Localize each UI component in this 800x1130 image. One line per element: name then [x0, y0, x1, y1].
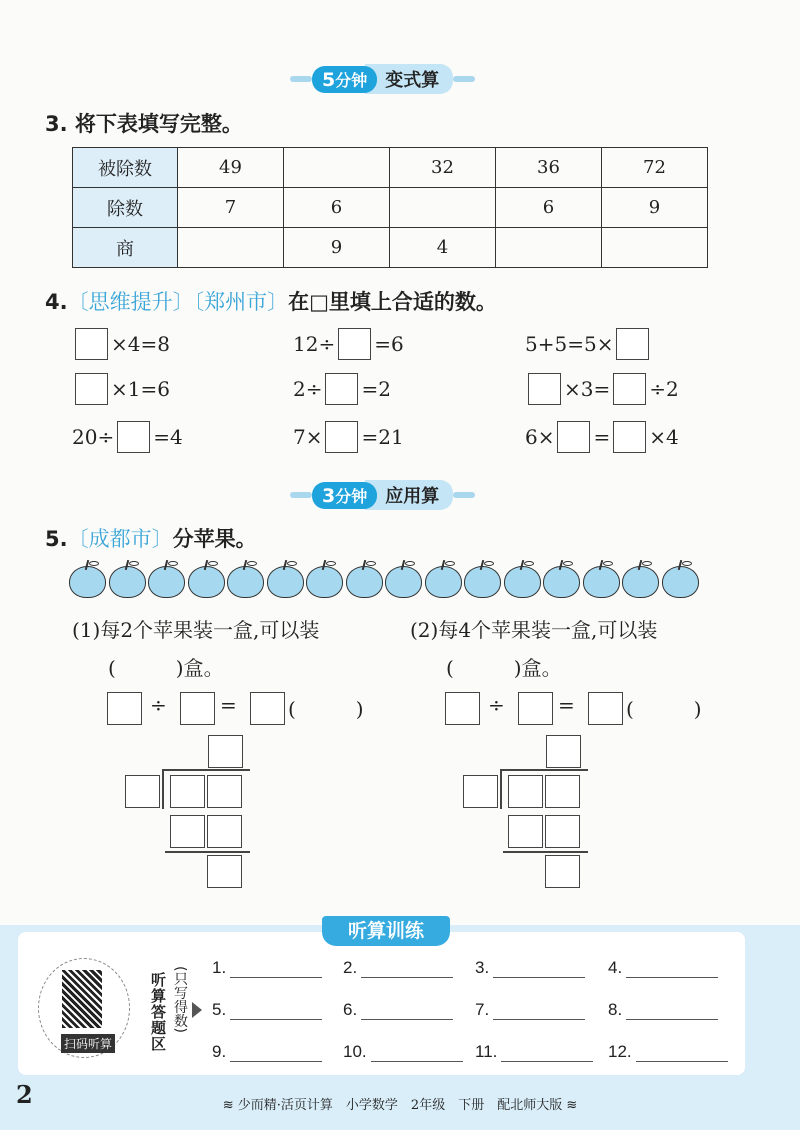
table-cell: 6: [496, 188, 602, 228]
product-box[interactable]: [170, 815, 205, 848]
remainder-box[interactable]: [207, 855, 242, 888]
apple-icon: [542, 560, 582, 600]
q3-title: 3. 将下表填写完整。: [45, 112, 243, 136]
apple-icon: [582, 560, 622, 600]
apple-icon: [503, 560, 543, 600]
apple-icon: [108, 560, 148, 600]
answer-number: 10.: [343, 1042, 367, 1061]
divisor-box[interactable]: [463, 775, 498, 808]
division-bracket: [500, 769, 502, 809]
answer-blank[interactable]: [230, 1002, 322, 1020]
answer-slot: [212, 1042, 322, 1062]
division-bracket: [162, 769, 164, 809]
table-cell: 7: [178, 188, 284, 228]
blank-cell[interactable]: [390, 188, 496, 228]
table-cell: 6: [284, 188, 390, 228]
answer-slot: [608, 958, 718, 978]
division-bar: [162, 769, 250, 771]
answer-slot: [475, 1042, 593, 1062]
product-box[interactable]: [207, 815, 242, 848]
answer-number: 2.: [343, 958, 358, 977]
answer-blank[interactable]: [493, 1002, 585, 1020]
blank-cell[interactable]: [284, 148, 390, 188]
answer-slot: [475, 958, 585, 978]
dividend-box[interactable]: [545, 775, 580, 808]
blank-cell[interactable]: [496, 228, 602, 268]
table-cell: 36: [496, 148, 602, 188]
section-badge-3min: 3分钟 应用算: [290, 482, 475, 508]
answer-number: 9.: [212, 1042, 227, 1061]
dividend-box[interactable]: [207, 775, 242, 808]
apple-icon: [661, 560, 701, 600]
table-cell: 72: [602, 148, 708, 188]
equation-text: 2÷: [293, 377, 323, 401]
apple-icon: [424, 560, 464, 600]
subtraction-line: [503, 851, 588, 853]
table-cell: 9: [284, 228, 390, 268]
answer-blank[interactable]: [501, 1044, 593, 1062]
equation-text: =2: [361, 377, 391, 401]
answer-number: 1.: [212, 958, 227, 977]
answer-box[interactable]: [117, 421, 150, 453]
answer-blank[interactable]: [493, 960, 585, 978]
answer-slot: [343, 1042, 463, 1062]
quotient-box[interactable]: [546, 735, 581, 768]
qr-code-icon[interactable]: [62, 970, 102, 1028]
product-box[interactable]: [508, 815, 543, 848]
answer-slot: [608, 1000, 718, 1020]
part-answer-line: ( )盒。: [446, 656, 562, 680]
apple-icon: [147, 560, 187, 600]
equation-text: ×3=: [564, 377, 611, 401]
answer-number: 6.: [343, 1000, 358, 1019]
answer-box[interactable]: [518, 692, 553, 725]
equation-text: ×1=6: [111, 377, 170, 401]
answer-number: 7.: [475, 1000, 490, 1019]
blank-cell[interactable]: [602, 228, 708, 268]
equation: [293, 421, 404, 453]
answer-blank[interactable]: [361, 1002, 453, 1020]
table-cell: 9: [602, 188, 708, 228]
table-row: [73, 188, 708, 228]
answer-blank[interactable]: [626, 1002, 718, 1020]
equation: [525, 421, 679, 453]
answer-box[interactable]: [325, 373, 358, 405]
listening-title: 听算训练: [322, 916, 450, 946]
apple-icon: [463, 560, 503, 600]
apple-icon: [226, 560, 266, 600]
equation-text: =: [593, 425, 611, 449]
equation: [525, 328, 652, 360]
answer-number: 8.: [608, 1000, 623, 1019]
answer-box[interactable]: [557, 421, 590, 453]
answer-box[interactable]: [180, 692, 215, 725]
table-cell: 4: [390, 228, 496, 268]
answer-number: 3.: [475, 958, 490, 977]
dividend-box[interactable]: [170, 775, 205, 808]
apple-icon: [266, 560, 306, 600]
answer-slot: [212, 958, 322, 978]
dividend-box[interactable]: [508, 775, 543, 808]
apple-icon: [621, 560, 661, 600]
answer-number: 11.: [475, 1042, 498, 1061]
answer-blank[interactable]: [636, 1044, 728, 1062]
answer-slot: [608, 1042, 728, 1062]
apple-icon: [68, 560, 108, 600]
apple-icon: [384, 560, 424, 600]
divide-sign: ÷: [150, 693, 167, 717]
unit-paren: ( ): [626, 697, 702, 721]
apple-icon: [345, 560, 385, 600]
apple-icon: [187, 560, 227, 600]
remainder-box[interactable]: [545, 855, 580, 888]
answer-box[interactable]: [445, 692, 480, 725]
answer-slot: [343, 958, 453, 978]
answer-box[interactable]: [528, 373, 561, 405]
scan-label: 扫码听算: [61, 1034, 115, 1053]
equation-text: 6×: [525, 425, 555, 449]
division-table: [72, 147, 708, 268]
subtraction-line: [165, 851, 250, 853]
answer-slot: [343, 1000, 453, 1020]
equation-text: ×4: [649, 425, 679, 449]
answer-box[interactable]: [75, 373, 108, 405]
equation-text: 12÷: [293, 332, 336, 356]
answer-slot: [212, 1000, 322, 1020]
equation-text: 7×: [293, 425, 323, 449]
equation-text: =6: [374, 332, 404, 356]
answer-box[interactable]: [325, 421, 358, 453]
answer-box[interactable]: [588, 692, 623, 725]
answer-blank[interactable]: [361, 960, 453, 978]
unit-paren: ( ): [288, 697, 364, 721]
equals-sign: =: [220, 693, 237, 717]
equation-text: ÷2: [649, 377, 679, 401]
equation-text: =4: [153, 425, 183, 449]
blank-cell[interactable]: [178, 228, 284, 268]
table-cell: 49: [178, 148, 284, 188]
part-question: (1)每2个苹果装一盒,可以装: [72, 618, 320, 642]
answer-slot: [475, 1000, 585, 1020]
q4-title: 4.〔思维提升〕〔郑州市〕在□里填上合适的数。: [45, 290, 497, 314]
answer-area-label: 听算答题区: [149, 972, 167, 1052]
equation: [72, 421, 183, 453]
table-row: [73, 228, 708, 268]
equation-text: 5+5=5×: [525, 332, 614, 356]
apples-row: [68, 560, 700, 600]
row-header: 除数: [73, 188, 178, 228]
answer-box[interactable]: [250, 692, 285, 725]
equals-sign: =: [558, 693, 575, 717]
row-header: 被除数: [73, 148, 178, 188]
divisor-box[interactable]: [125, 775, 160, 808]
answer-blank[interactable]: [230, 960, 322, 978]
part-question: (2)每4个苹果装一盒,可以装: [410, 618, 658, 642]
table-cell: 32: [390, 148, 496, 188]
equation: [293, 373, 391, 405]
quotient-box[interactable]: [208, 735, 243, 768]
equation-text: ×4=8: [111, 332, 170, 356]
answer-blank[interactable]: [230, 1044, 322, 1062]
section-badge-5min: 5分钟 变式算: [290, 66, 475, 92]
part-answer-line: ( )盒。: [108, 656, 224, 680]
answer-area-note: (只写得数): [172, 966, 188, 1033]
page-number: 2: [16, 1080, 33, 1109]
equation-text: =21: [361, 425, 404, 449]
answer-box[interactable]: [616, 328, 649, 360]
answer-number: 5.: [212, 1000, 227, 1019]
answer-box[interactable]: [613, 373, 646, 405]
answer-blank[interactable]: [371, 1044, 463, 1062]
footer-text: ≋ 少而精·活页计算 小学数学 2年级 下册 配北师大版 ≋: [222, 1098, 578, 1113]
arrow-icon: [192, 1002, 202, 1018]
equation: [72, 373, 170, 405]
equation: [525, 373, 679, 405]
row-header: 商: [73, 228, 178, 268]
answer-number: 4.: [608, 958, 623, 977]
divide-sign: ÷: [488, 693, 505, 717]
apple-icon: [305, 560, 345, 600]
equation: [293, 328, 404, 360]
q5-title: 5.〔成都市〕分苹果。: [45, 527, 257, 551]
answer-box[interactable]: [613, 421, 646, 453]
answer-box[interactable]: [107, 692, 142, 725]
product-box[interactable]: [545, 815, 580, 848]
table-row: [73, 148, 708, 188]
answer-number: 12.: [608, 1042, 632, 1061]
answer-box[interactable]: [75, 328, 108, 360]
division-bar: [500, 769, 588, 771]
equation: [72, 328, 170, 360]
equation-text: 20÷: [72, 425, 115, 449]
answer-blank[interactable]: [626, 960, 718, 978]
answer-box[interactable]: [338, 328, 371, 360]
